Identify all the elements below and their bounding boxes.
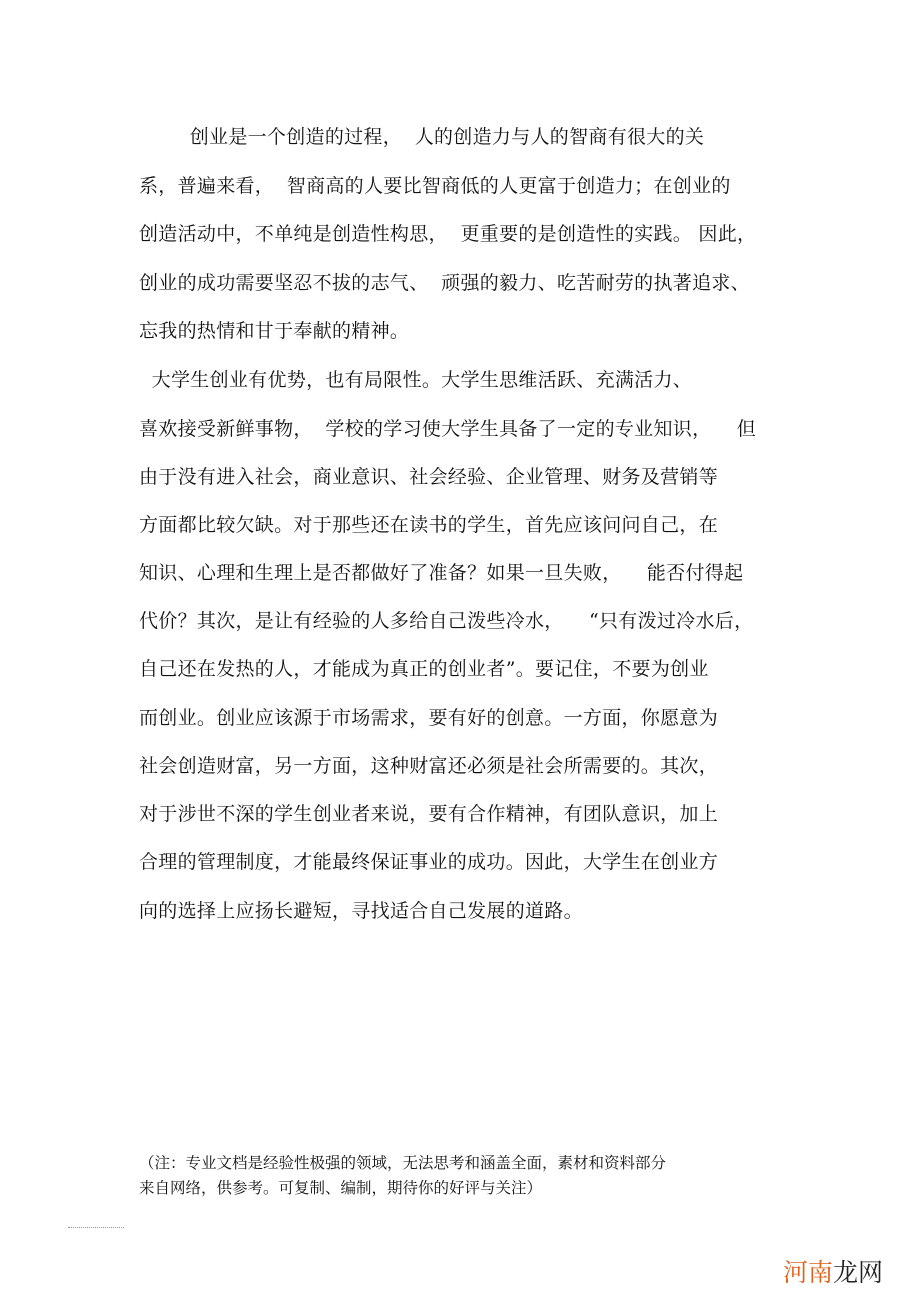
watermark-part2: 龙网 (833, 1258, 884, 1287)
text-line: 忘我的热情和甘于奉献的精神。 (139, 320, 410, 342)
text-line: 对于涉世不深的学生创业者来说，要有合作精神，有团队意识，加上 (139, 803, 719, 825)
footnote-line: （注：专业文档是经验性极强的领域，无法思考和涵盖全面，素材和资料部分 (139, 1154, 667, 1172)
text-line: 知识、心理和生理上是否都做好了准备？如果一旦失败， 能否付得起 (139, 562, 744, 584)
watermark-logo (783, 1253, 883, 1289)
text-line: 合理的管理制度，才能最终保证事业的成功。因此，大学生在创业方 (139, 851, 719, 873)
text-line: 创造活动中，不单纯是创造性构思， 更重要的是创造性的实践。 因此， (139, 223, 757, 245)
text-line: 喜欢接受新鲜事物， 学校的学习使大学生具备了一定的专业知识， 但 (139, 418, 757, 440)
divider (68, 1227, 124, 1228)
text-line: 创业是一个创造的过程， 人的创造力与人的智商有很大的关 (139, 126, 705, 148)
watermark-part1: 河南 (783, 1258, 834, 1287)
footnote-line: 来自网络，供参考。可复制、编制，期待你的好评与关注） (139, 1179, 543, 1197)
text-line: 方面都比较欠缺。对于那些还在读书的学生，首先应该问问自己，在 (139, 514, 719, 536)
text-line: 大学生创业有优势，也有局限性。大学生思维活跃、充满活力、 (139, 369, 693, 391)
text-line: 系，普遍来看， 智商高的人要比智商低的人更富于创造力；在创业的 (139, 175, 731, 197)
text-line: 向的选择上应扬长避短，寻找适合自己发展的道路。 (139, 900, 583, 922)
text-line: 自己还在发热的人，才能成为真正的创业者”。要记住，不要为创业 (139, 658, 709, 680)
text-line: 社会创造财富，另一方面，这种财富还必须是社会所需要的。其次， (139, 755, 719, 777)
text-line: 代价？其次，是让有经验的人多给自己泼些冷水， “只有泼过冷水后， (139, 610, 754, 632)
text-line: 而创业。创业应该源于市场需求，要有好的创意。一方面，你愿意为 (139, 707, 719, 729)
text-line: 创业的成功需要坚忍不拔的志气、 顽强的毅力、吃苦耐劳的执著追求、 (139, 272, 750, 294)
text-line: 由于没有进入社会，商业意识、社会经验、企业管理、财务及营销等 (139, 466, 719, 488)
